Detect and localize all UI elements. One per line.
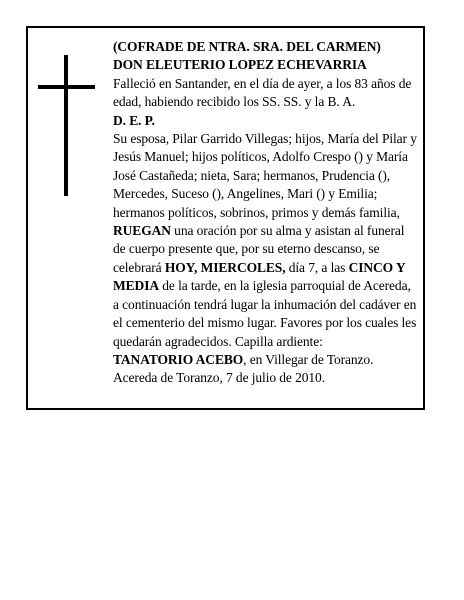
cross-icon-crossbar [38,85,95,89]
funeral-paragraph [113,130,419,369]
brotherhood-line: (COFRADE DE NTRA. SRA. DEL CARMEN) [113,39,381,54]
request-word: RUEGAN [113,223,171,239]
death-statement: Falleció en Santander, en el día de ayer, a los 83 años de edad, habiendo recibido los SS. SS. y la B. A. [113,75,412,110]
day-text: día 7, a las [285,259,349,275]
day-bold: HOY, MIERCOLES, [164,259,286,275]
place-date: Acereda de Toranzo, 7 de julio de 2010. [113,370,325,386]
rip-line: D. E. P. [113,112,155,128]
family-list: Su esposa, Pilar Garrido Villegas; hijos, María del Pilar y Jesús Manuel; hijos políticos, Adolfo Crespo () y María José Castañeda; nieta, Sara; hermanos, Prudencia (), Mercedes, Suceso (), Angelines, Mari () y Emilia; hermanos políticos, sobrinos, primos y demás familia, [113,131,417,220]
cross-icon [64,55,68,196]
time-bold: CINCO Y MEDIA [113,259,406,294]
place-text: de la tarde, en la iglesia parroquial de Acereda, a continuación tendrá lugar la inhumación del cadáver en el cementerio del mismo lugar. Favores por los cuales les quedarán agradecidos. Capilla ardiente: [113,278,417,349]
obituary-text [113,38,419,388]
funeral-home-location: , en Villegar de Toranzo. [243,351,374,367]
request-text: una oración por su alma y asistan al funeral de cuerpo presente que, por su eterno descanso, se celebrará [113,223,405,275]
funeral-home: TANATORIO ACEBO [113,351,244,367]
deceased-name: DON ELEUTERIO LOPEZ ECHEVARRIA [113,57,367,73]
